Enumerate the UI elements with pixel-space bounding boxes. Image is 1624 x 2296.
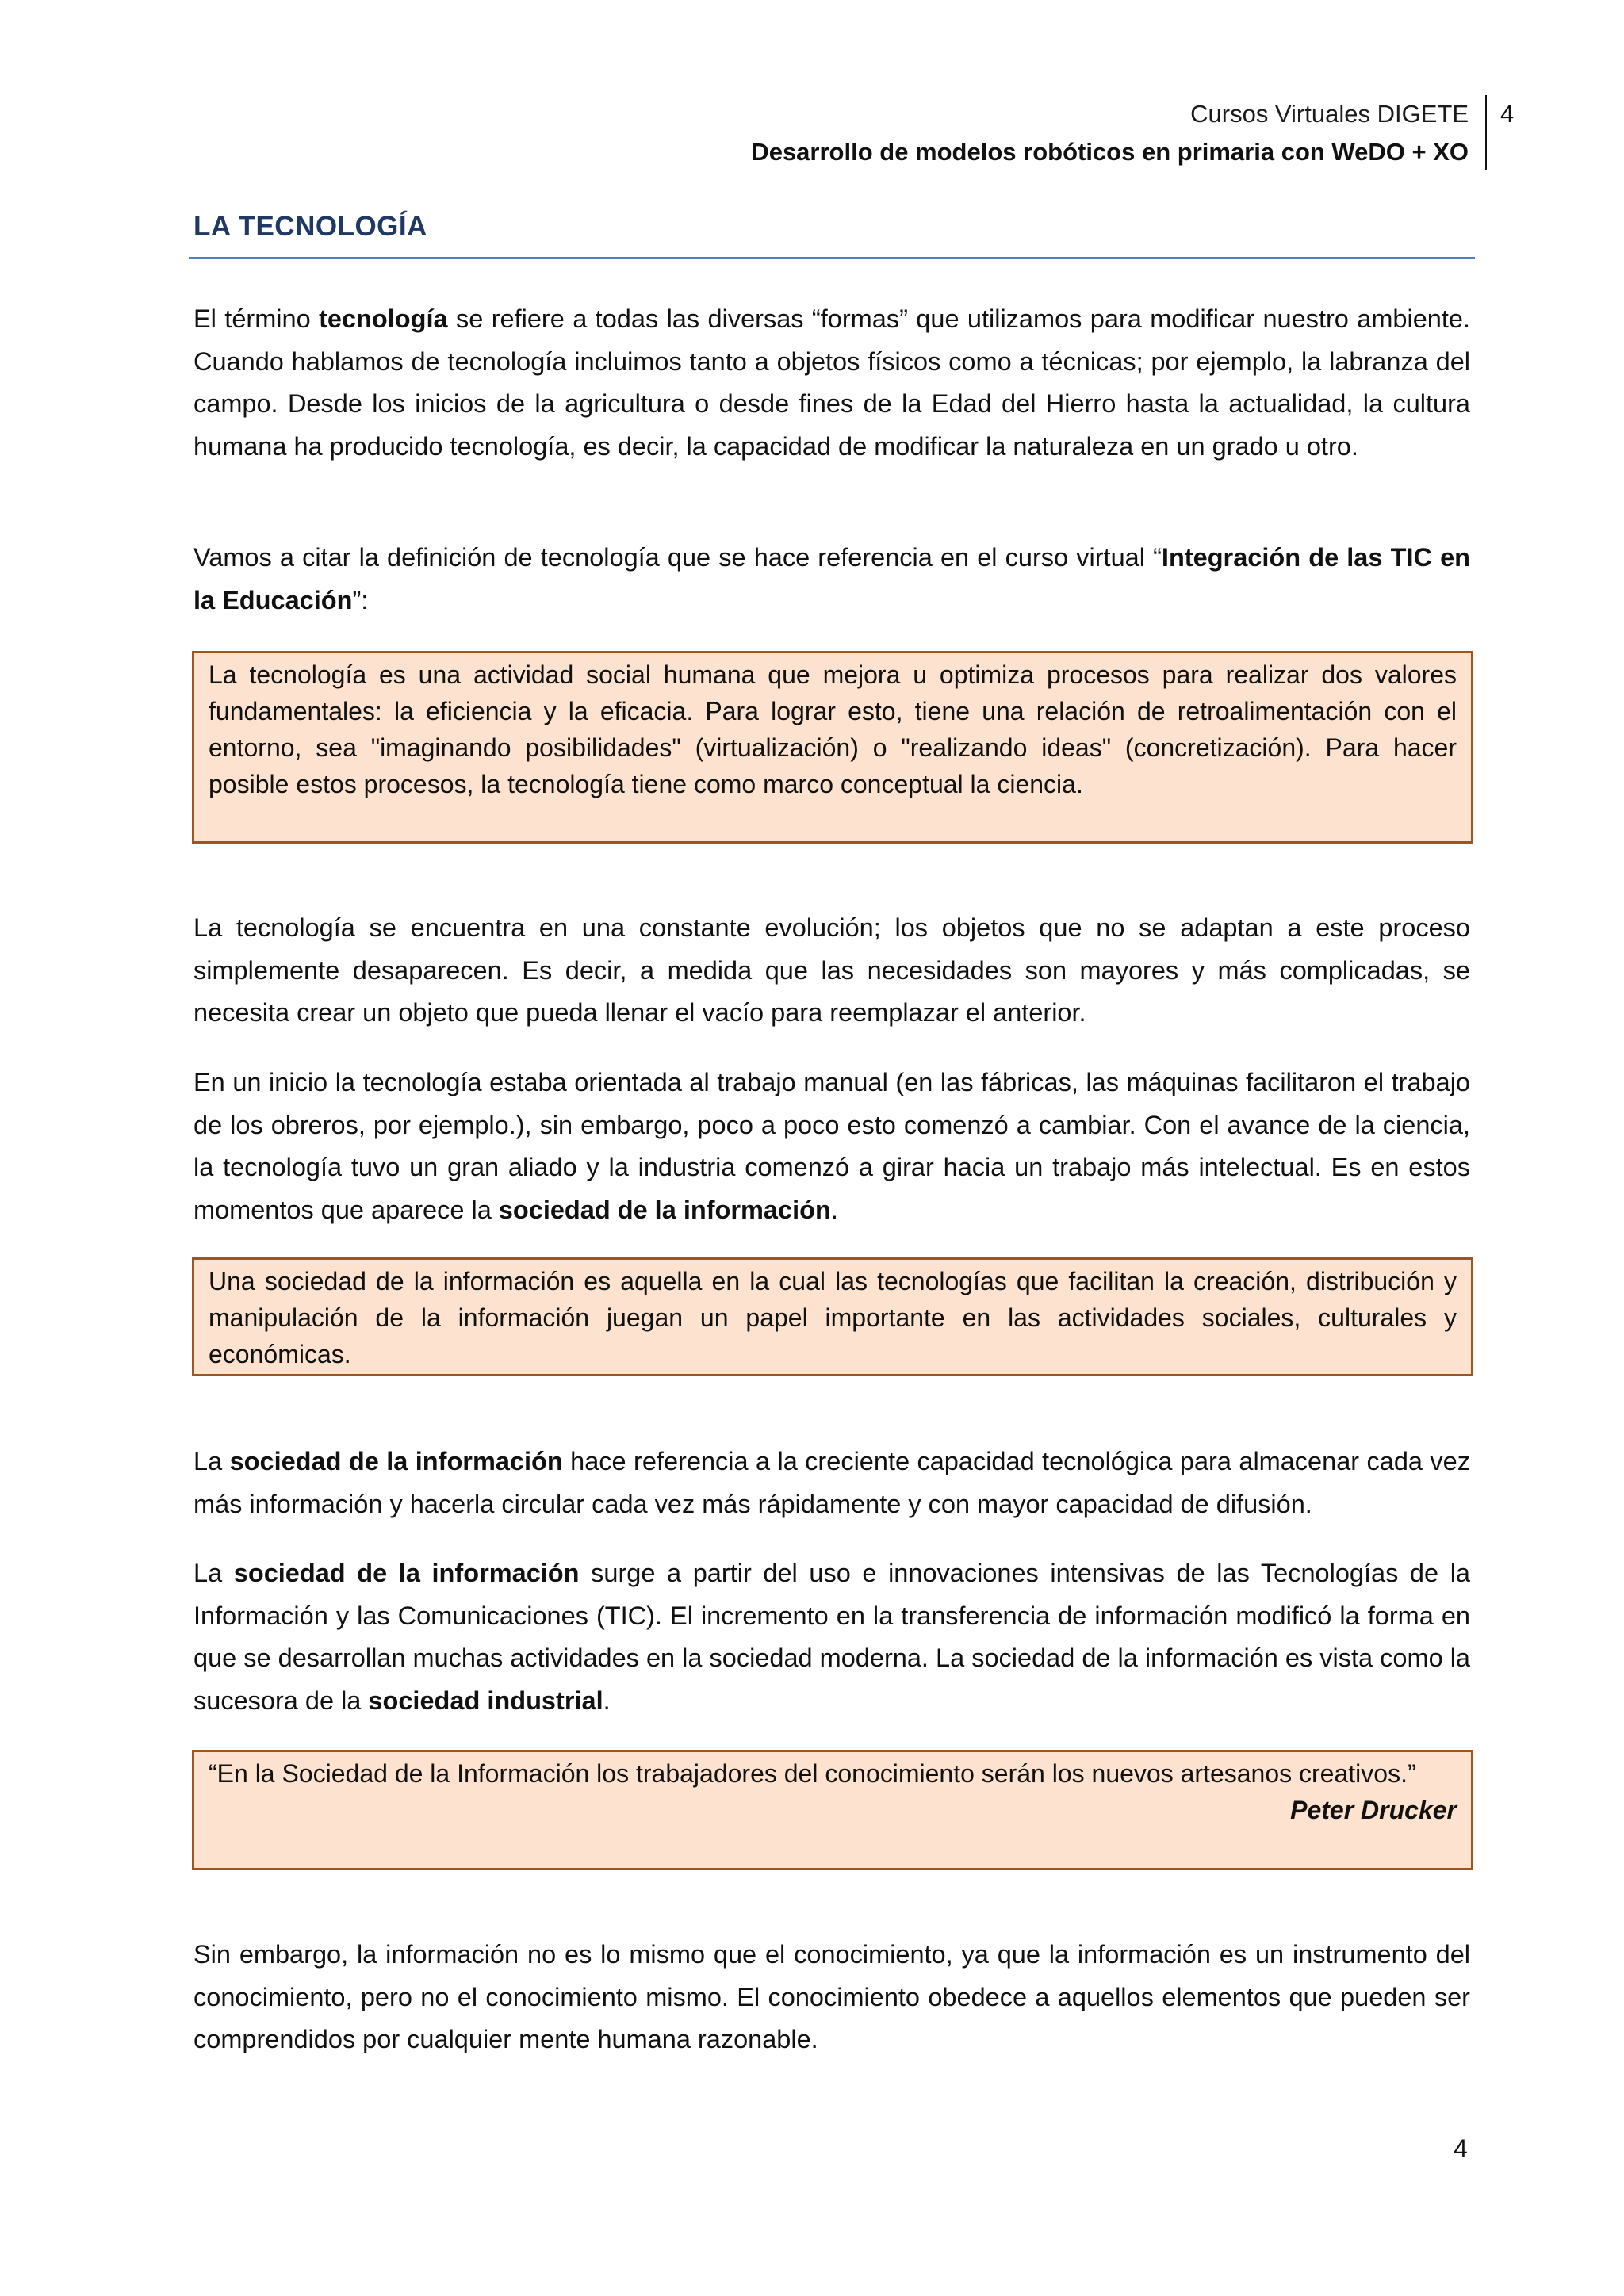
header-subtitle: Desarrollo de modelos robóticos en primaria con WeDO + XO xyxy=(751,138,1469,166)
paragraph-knowledge: Sin embargo, la información no es lo mismo que el conocimiento, ya que la información es un instrumento del conocimiento, pero no el conocimiento mismo. El conocimiento obedece a aquellos elementos que pueden ser comprendidos por cualquier mente humana razonable. xyxy=(193,1940,1470,2053)
text-run: El término xyxy=(193,304,320,333)
footer-page-number: 4 xyxy=(1454,2134,1468,2163)
information-society-text: Una sociedad de la información es aquella en la cual las tecnologías que facilitan la creación, distribución y manipulación de la información juegan un papel importante en las actividades sociales, culturales y económicas. xyxy=(209,1267,1457,1368)
bold-term: sociedad de la información xyxy=(498,1195,831,1224)
definition-text: La tecnología es una actividad social humana que mejora u optimiza procesos para realizar dos valores fundamentales: la eficiencia y la eficacia. Para lograr esto, tiene una relación de retroalimentación con el entorno, sea "imaginando posibilidades" (virtualización) o "realizando ideas" (concretización). Para hacer posible estos procesos, la tecnología tiene como marco conceptual la ciencia. xyxy=(209,660,1457,798)
text-run: surge a partir del uso e innovaciones intensivas de las Tecnologías de la Información y las Comunicaciones (TIC). El incremento en la transferencia de información modificó la forma en que se desarrollan muchas actividades en la sociedad moderna. La sociedad de la información es vista como la sucesora de la xyxy=(193,1559,1470,1715)
quote-text: “En la Sociedad de la Información los trabajadores del conocimiento serán los nuevos artesanos creativos.” xyxy=(209,1759,1416,1788)
bold-term: sociedad de la información xyxy=(233,1559,580,1587)
paragraph-history xyxy=(193,1062,1470,1231)
text-run: La xyxy=(193,1559,234,1587)
paragraph-tic xyxy=(193,1552,1470,1722)
text-run: ”: xyxy=(352,585,369,614)
bold-term: Integración de las TIC en la Educación xyxy=(193,543,1471,614)
paragraph-evolution: La tecnología se encuentra en una constante evolución; los objetos que no se adaptan a este proceso simplemente desaparecen. Es decir, a medida que las necesidades son mayores y más complicadas, se necesita crear un objeto que pueda llenar el vacío para reemplazar el anterior. xyxy=(193,913,1470,1027)
quote-box xyxy=(192,1750,1473,1870)
text-run: La xyxy=(193,1447,230,1475)
paragraph-definition-lead xyxy=(193,537,1470,622)
definition-box xyxy=(192,651,1473,844)
text-run: En un inicio la tecnología estaba orientada al trabajo manual (en las fábricas, las máquinas facilitaron el trabajo de los obreros, por ejemplo.), sin embargo, poco a poco esto comenzó a cambiar. Con el avance de la ciencia, la tecnología tuvo un gran aliado y la industria comenzó a girar hacia un trabajo más intelectual. Es en estos momentos que aparece la xyxy=(193,1068,1470,1224)
paragraph-information-society xyxy=(193,1441,1470,1525)
bold-term: sociedad de la información xyxy=(229,1447,563,1475)
section-title: LA TECNOLOGÍA xyxy=(193,211,427,242)
bold-term: tecnología xyxy=(319,304,448,333)
text-run: hace referencia a la creciente capacidad tecnológica para almacenar cada vez más información y hacerla circular cada vez más rápidamente y con mayor capacidad de difusión. xyxy=(193,1447,1470,1518)
header-divider xyxy=(1485,95,1487,170)
text-run: se refiere a todas las diversas “formas” que utilizamos para modificar nuestro ambiente. Cuando hablamos de tecnología incluimos tanto a objetos físicos como a técnicas; por ejemplo, la labranza del campo. Desde los inicios de la agricultura o desde fines de la Edad del Hierro hasta la actualidad, la cultura humana ha producido tecnología, es decir, la capacidad de modificar la naturaleza en un grado u otro. xyxy=(193,304,1470,461)
text-run: Vamos a citar la definición de tecnología que se hace referencia en el curso virtual “ xyxy=(193,543,1162,572)
section-title-underline xyxy=(189,257,1475,259)
quote-author: Peter Drucker xyxy=(1290,1796,1457,1824)
bold-term: sociedad industrial xyxy=(368,1686,603,1715)
header-page-number: 4 xyxy=(1500,100,1515,128)
paragraph-intro xyxy=(193,298,1470,468)
text-run: . xyxy=(830,1195,838,1224)
text-run: . xyxy=(603,1686,611,1715)
information-society-box xyxy=(192,1257,1473,1376)
header-course: Cursos Virtuales DIGETE xyxy=(1190,100,1469,128)
